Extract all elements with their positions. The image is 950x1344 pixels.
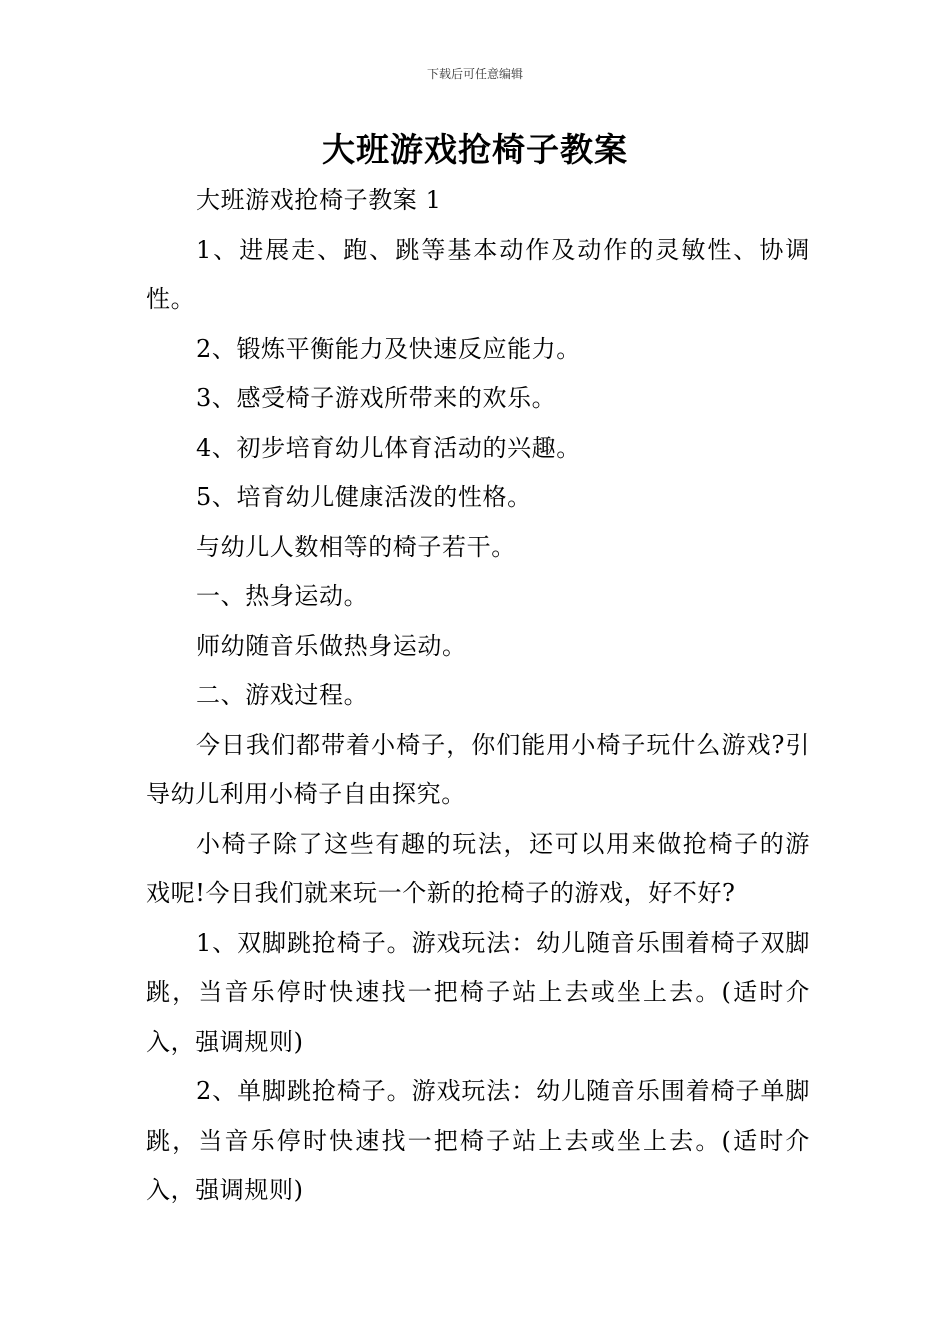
paragraph: 1、双脚跳抢椅子。游戏玩法：幼儿随音乐围着椅子双脚跳，当音乐停时快速找一把椅子站上去或坐上去。(适时介入，强调规则): [146, 928, 810, 1056]
document-title: 大班游戏抢椅子教案: [322, 130, 628, 169]
paragraph: 5、培育幼儿健康活泼的性格。: [196, 483, 532, 511]
paragraph: 大班游戏抢椅子教案 1: [196, 186, 442, 214]
document-body: [146, 176, 810, 1216]
paragraph: 4、初步培育幼儿体育活动的兴趣。: [196, 433, 581, 462]
paragraph: 3、感受椅子游戏所带来的欢乐。: [196, 384, 557, 412]
paragraph: 2、锻炼平衡能力及快速反应能力。: [196, 334, 581, 363]
paragraph: 师幼随音乐做热身运动。: [196, 631, 467, 660]
header-note: 下载后可任意编辑: [426, 67, 523, 81]
paragraph: 二、游戏过程。: [196, 681, 369, 709]
paragraph: 小椅子除了这些有趣的玩法，还可以用来做抢椅子的游戏呢!今日我们就来玩一个新的抢椅子的游戏，好不好?: [146, 829, 810, 907]
paragraph: 2、单脚跳抢椅子。游戏玩法：幼儿随音乐围着椅子单脚跳，当音乐停时快速找一把椅子站上去或坐上去。(适时介入，强调规则): [146, 1077, 810, 1204]
paragraph: 与幼儿人数相等的椅子若干。: [196, 532, 516, 561]
paragraph: 今日我们都带着小椅子，你们能用小椅子玩什么游戏?引导幼儿利用小椅子自由探究。: [146, 730, 810, 808]
paragraph: 1、进展走、跑、跳等基本动作及动作的灵敏性、协调性。: [146, 235, 810, 313]
paragraph: 一、热身运动。: [196, 582, 369, 610]
